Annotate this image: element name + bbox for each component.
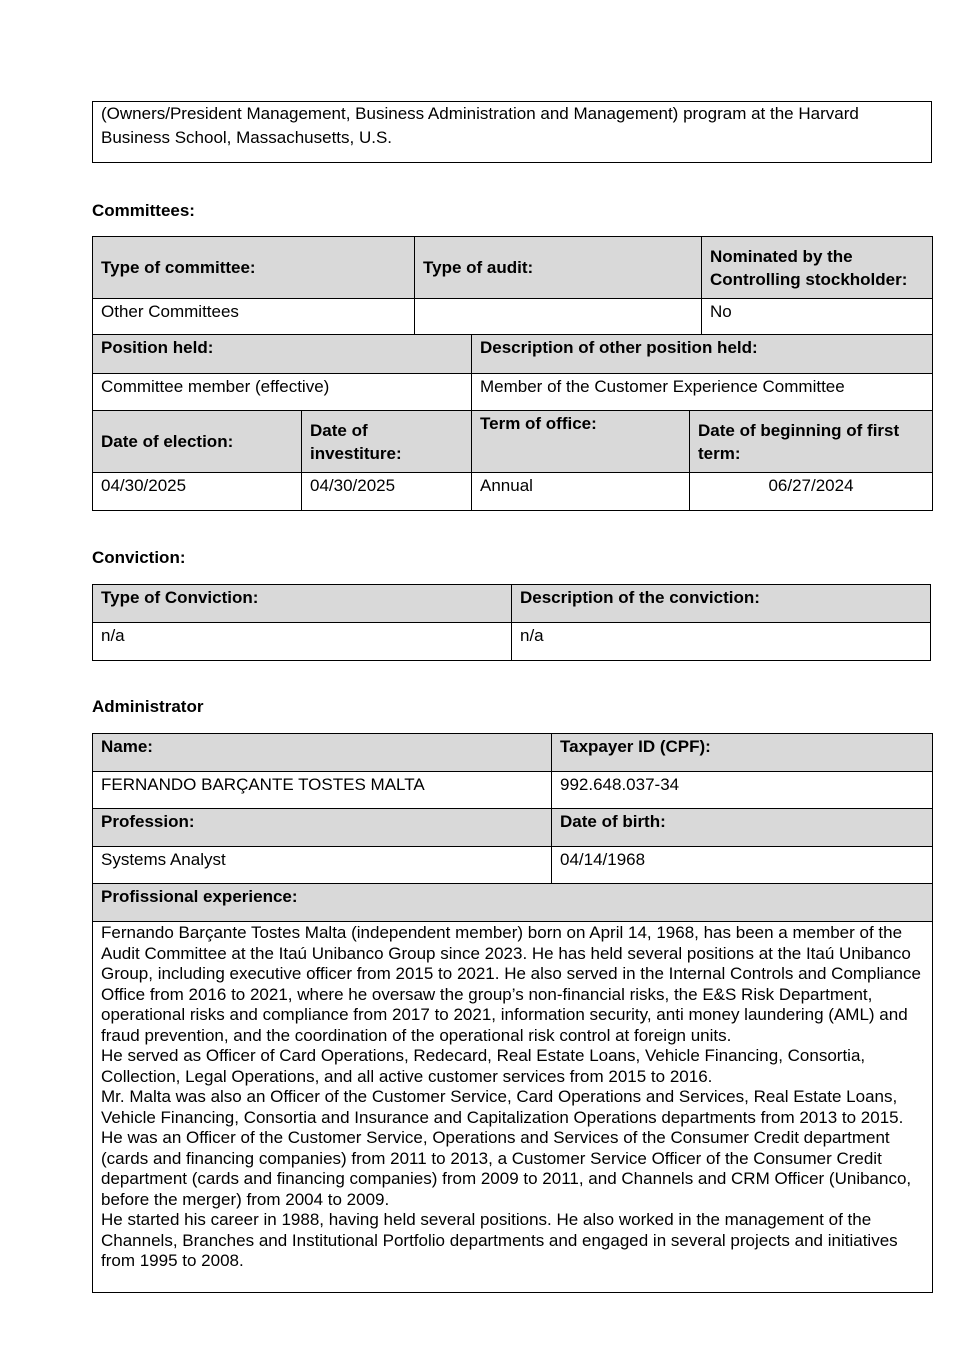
experience-label: Profissional experience: (93, 884, 933, 922)
nominated-label: Nominated by the Controlling stockholder: (702, 237, 933, 299)
nominated-value: No (702, 299, 933, 336)
profession-label: Profession: (93, 809, 552, 847)
description-other-value: Member of the Customer Experience Committee (472, 374, 933, 412)
experience-paragraph: Fernando Barçante Tostes Malta (independent member) born on April 14, 1968, has been a member of the Audit Committee at the Itaú Unibanco Group since 2023. He has held several positions at the Itaú Unibanco Group, including executive officer from 2015 to 2021. He also served in the Internal Controls and Compliance Office from 2016 to 2021, where he oversaw the group’s non-financial risks, the E&S Risk Department, operational risks and compliance from 2017 to 2021, information security, anti money laundering (AML) and fraud prevention, and the coordination of the operational risk control at foreign units. (101, 923, 921, 1045)
committees-table-2 (92, 334, 933, 412)
committees-table-1 (92, 236, 933, 336)
cpf-label: Taxpayer ID (CPF): (552, 734, 933, 772)
experience-text (93, 922, 933, 1293)
birth-label: Date of birth: (552, 809, 933, 847)
type-of-audit-value (415, 299, 702, 336)
conviction-type-value: n/a (93, 623, 512, 661)
type-of-committee-value: Other Committees (93, 299, 415, 336)
type-of-committee-label: Type of committee: (93, 237, 415, 299)
name-value: FERNANDO BARÇANTE TOSTES MALTA (93, 772, 552, 809)
date-first-term-value: 06/27/2024 (690, 473, 933, 511)
date-investiture-label: Date of investiture: (302, 411, 472, 473)
date-investiture-value: 04/30/2025 (302, 473, 472, 511)
birth-value: 04/14/1968 (552, 847, 933, 884)
conviction-heading: Conviction: (92, 548, 186, 567)
name-label: Name: (93, 734, 552, 772)
administrator-table (92, 733, 933, 1293)
term-label: Term of office: (472, 411, 690, 473)
experience-paragraph: Mr. Malta was also an Officer of the Customer Service, Card Operations and Services, Real Estate Loans, Vehicle Financing, Consortia and Insurance and Capitalization Operations departments from 2013 to 2015. He was an Officer of the Customer Service, Operations and Services of the Consumer Credit department (cards and financing companies) from 2011 to 2013, a Customer Service Officer of the Consumer Credit department (cards and financing companies) from 2009 to 2011, and Channels and CRM Officer (Unibanco, before the merger) from 2004 to 2009. (101, 1087, 912, 1209)
conviction-table (92, 584, 931, 661)
administrator-heading: Administrator (92, 697, 204, 716)
intro-text: (Owners/President Management, Business Administration and Management) program at the Harvard Business School, Massachusetts, U.S. (101, 104, 859, 147)
description-other-label: Description of other position held: (472, 335, 933, 374)
date-election-value: 04/30/2025 (93, 473, 302, 511)
conviction-description-value: n/a (512, 623, 931, 661)
cpf-value: 992.648.037-34 (552, 772, 933, 809)
committees-heading: Committees: (92, 201, 195, 220)
experience-paragraph: He served as Officer of Card Operations, Redecard, Real Estate Loans, Vehicle Financing, Consortia, Collection, Legal Operations, and all active customer services from 2015 to 2016. (101, 1046, 866, 1086)
conviction-description-label: Description of the conviction: (512, 585, 931, 623)
term-value: Annual (472, 473, 690, 511)
position-held-label: Position held: (93, 335, 472, 374)
position-held-value: Committee member (effective) (93, 374, 472, 412)
date-first-term-label: Date of beginning of first term: (690, 411, 933, 473)
type-of-audit-label: Type of audit: (415, 237, 702, 299)
intro-text-box (92, 101, 932, 163)
date-election-label: Date of election: (93, 411, 302, 473)
committees-table-3 (92, 410, 933, 511)
experience-paragraph: He started his career in 1988, having held several positions. He also worked in the management of the Channels, Branches and Institutional Portfolio departments and engaged in several projects and initiatives from 1995 to 2008. (101, 1210, 898, 1270)
conviction-type-label: Type of Conviction: (93, 585, 512, 623)
profession-value: Systems Analyst (93, 847, 552, 884)
